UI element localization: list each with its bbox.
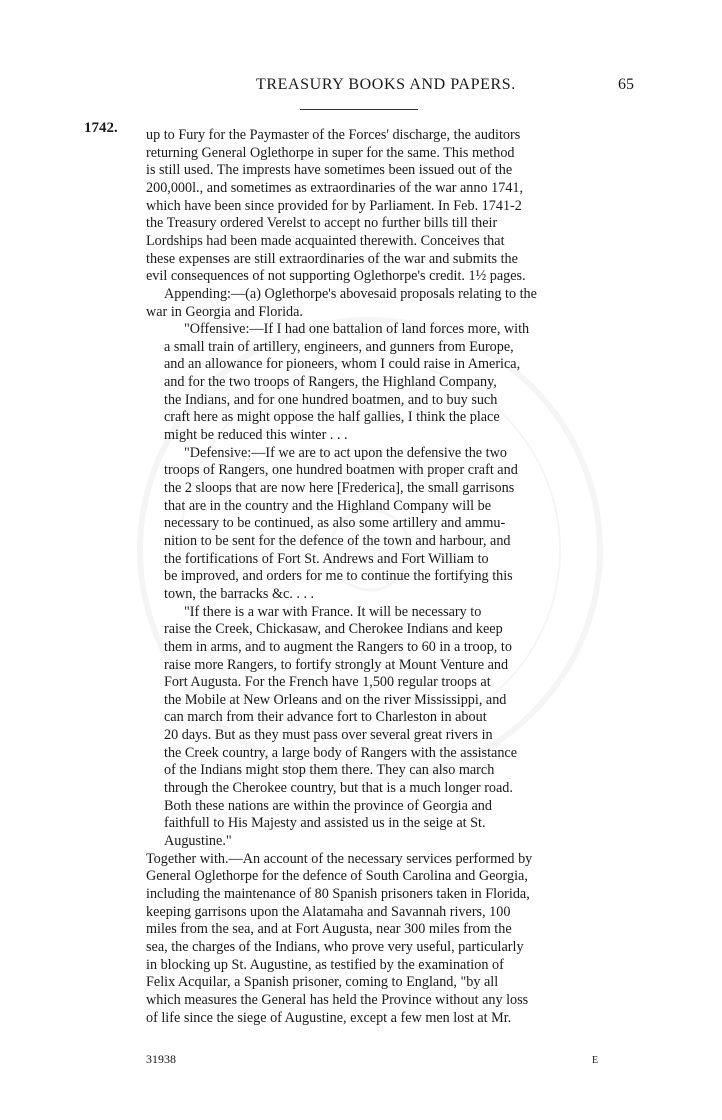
text-line: necessary to be continued, as also some artillery and ammu- xyxy=(164,515,506,532)
text-line: nition to be sent for the defence of the town and harbour, and xyxy=(164,532,511,549)
text-line: "If there is a war with France. It will be necessary to xyxy=(184,603,482,620)
text-line: up to Fury for the Paymaster of the Forces' discharge, the auditors xyxy=(146,127,521,143)
text-line: Appending:—(a) Oglethorpe's abovesaid proposals relating to the xyxy=(164,285,537,302)
text-line: "Offensive:—If I had one battalion of land forces more, with xyxy=(184,321,530,338)
text-line: the Mobile at New Orleans and on the river Mississippi, and xyxy=(164,691,507,708)
text-line: miles from the sea, and at Fort Augusta, near 300 miles from the xyxy=(146,921,512,938)
signature-letter: E xyxy=(592,1055,599,1066)
header-rule xyxy=(300,109,418,110)
text-line: evil consequences of not supporting Oglethorpe's credit. 1½ pages. xyxy=(146,268,526,285)
text-line: the 2 sloops that are now here [Frederica], the small garrisons xyxy=(164,480,515,496)
text-line: including the maintenance of 80 Spanish prisoners taken in Florida, xyxy=(146,885,530,902)
running-title: TREASURY BOOKS AND PAPERS. xyxy=(256,76,516,93)
text-line: raise more Rangers, to fortify strongly at Mount Venture and xyxy=(164,656,509,673)
text-line: war in Georgia and Florida. xyxy=(146,303,303,320)
text-line: in blocking up St. Augustine, as testified by the examination of xyxy=(146,956,504,973)
text-line: which have been since provided for by Parliament. In Feb. 1741-2 xyxy=(146,197,522,214)
text-line: is still used. The imprests have sometimes been issued out of the xyxy=(146,162,513,179)
text-line: General Oglethorpe for the defence of South Carolina and Georgia, xyxy=(146,868,528,885)
text-line: town, the barracks &c. . . . xyxy=(164,585,315,602)
text-line: through the Cherokee country, but that is a much longer road. xyxy=(164,780,513,797)
text-line: Together with.—An account of the necessary services performed by xyxy=(146,850,533,867)
text-line: raise the Creek, Chickasaw, and Cherokee Indians and keep xyxy=(164,621,503,638)
text-line: Fort Augusta. For the French have 1,500 regular troops at xyxy=(164,674,491,691)
text-line: keeping garrisons upon the Alatamaha and Savannah rivers, 100 xyxy=(146,903,511,920)
text-line: returning General Oglethorpe in super for the same. This method xyxy=(146,144,515,161)
text-line: Lordships had been made acquainted therewith. Conceives that xyxy=(146,232,505,249)
signature-number: 31938 xyxy=(146,1052,176,1066)
text-line: and for the two troops of Rangers, the Highland Company, xyxy=(164,374,497,391)
text-line: a small train of artillery, engineers, and gunners from Europe, xyxy=(164,338,514,355)
text-line: Felix Acquilar, a Spanish prisoner, coming to England, "by all xyxy=(146,974,499,991)
text-line: "Defensive:—If we are to act upon the defensive the two xyxy=(184,444,507,461)
text-line: them in arms, and to augment the Rangers to 60 in a troop, to xyxy=(164,638,512,655)
text-line: the Indians, and for one hundred boatmen, and to buy such xyxy=(164,391,498,408)
text-line: of the Indians might stop them there. They can also march xyxy=(164,762,495,779)
text-line: troops of Rangers, one hundred boatmen with proper craft and xyxy=(164,462,518,479)
running-head xyxy=(0,76,722,96)
text-line: which measures the General has held the Province without any loss xyxy=(146,991,529,1008)
text-line: these expenses are still extraordinaries of the war and submits the xyxy=(146,250,518,267)
text-line: and an allowance for pioneers, whom I could raise in America, xyxy=(164,356,521,373)
text-line: be improved, and orders for me to continue the fortifying this xyxy=(164,568,513,585)
text-line: Both these nations are within the province of Georgia and xyxy=(164,797,492,814)
text-line: the Treasury ordered Verelst to accept no further bills till their xyxy=(146,215,498,232)
text-line: 200,000l., and sometimes as extraordinaries of the war anno 1741, xyxy=(146,179,524,196)
text-line: of life since the siege of Augustine, except a few men lost at Mr. xyxy=(146,1009,512,1026)
text-line: craft here as might oppose the half gallies, I think the place xyxy=(164,409,500,426)
text-line: might be reduced this winter . . . xyxy=(164,427,348,444)
text-line: Augustine." xyxy=(164,833,232,849)
text-line: the fortifications of Fort St. Andrews and Fort William to xyxy=(164,550,489,567)
page-number: 65 xyxy=(618,76,634,93)
margin-year: 1742. xyxy=(84,120,118,136)
text-line: can march from their advance fort to Charleston in about xyxy=(164,709,487,726)
text-line: faithfull to His Majesty and assisted us in the seige at St. xyxy=(164,815,486,832)
text-line: 20 days. But as they must pass over several great rivers in xyxy=(164,727,493,744)
text-line: the Creek country, a large body of Rangers with the assistance xyxy=(164,744,518,761)
text-line: sea, the charges of the Indians, who prove very useful, particularly xyxy=(146,938,524,955)
text-line: that are in the country and the Highland Company will be xyxy=(164,497,492,514)
